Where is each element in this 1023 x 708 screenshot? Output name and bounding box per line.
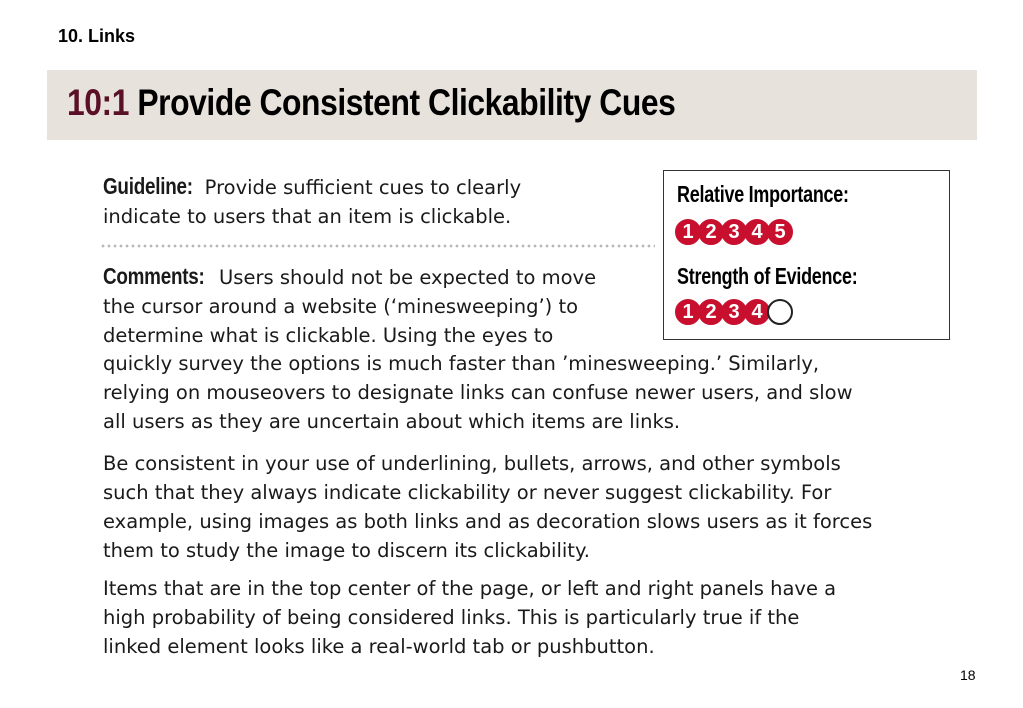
paragraph-line: high probability of being considered links. This is particularly true if the xyxy=(103,606,800,629)
guideline-text-line: Provide sufficient cues to clearly xyxy=(204,176,522,199)
paragraph-line: linked element looks like a real-world tab or pushbutton. xyxy=(103,635,655,658)
comments-text-line: relying on mouseovers to designate links can confuse newer users, and slow xyxy=(103,381,853,404)
paragraph-consistency xyxy=(103,449,973,565)
comments-label: Comments: xyxy=(103,263,205,289)
rating-circle-filled: 3 xyxy=(721,299,747,325)
comments-block xyxy=(103,262,663,350)
guideline-text-line: indicate to users that an item is clickable. xyxy=(103,205,512,228)
paragraph-line: them to study the image to discern its clickability. xyxy=(103,539,590,562)
guideline-title: Provide Consistent Clickability Cues xyxy=(137,82,676,123)
section-label: 10. Links xyxy=(58,26,136,46)
rating-circle-filled: 4 xyxy=(744,219,770,245)
guideline-label: Guideline: xyxy=(103,173,193,199)
comments-text-line: determine what is clickable. Using the eyes to xyxy=(103,324,554,347)
comments-continued xyxy=(103,349,973,436)
dotted-divider xyxy=(100,243,655,249)
comments-text-line: Users should not be expected to move xyxy=(219,266,597,289)
title-bar xyxy=(47,70,977,140)
rating-circle-empty xyxy=(767,299,793,325)
rating-box xyxy=(663,170,950,340)
paragraph-line: example, using images as both links and as decoration slows users as it forces xyxy=(103,510,873,533)
rating-circle-filled: 1 xyxy=(675,219,701,245)
rating-circle-filled: 1 xyxy=(675,299,701,325)
relative-importance-label: Relative Importance: xyxy=(677,181,849,207)
rating-circle-filled: 4 xyxy=(744,299,770,325)
paragraph-placement xyxy=(103,574,973,661)
page-number: 18 xyxy=(960,667,976,683)
page-title xyxy=(67,82,675,124)
paragraph-line: such that they always indicate clickability or never suggest clickability. For xyxy=(103,481,832,504)
rating-circle-filled: 2 xyxy=(698,219,724,245)
strength-of-evidence-label: Strength of Evidence: xyxy=(677,263,858,289)
rating-circle-filled: 2 xyxy=(698,299,724,325)
comments-text-line: all users as they are uncertain about which items are links. xyxy=(103,410,681,433)
rating-circle-filled: 3 xyxy=(721,219,747,245)
comments-text-line: quickly survey the options is much faster than ’minesweeping.’ Similarly, xyxy=(103,352,820,375)
comments-text-line: the cursor around a website (‘minesweeping’) to xyxy=(103,295,579,318)
guideline-number: 10:1 xyxy=(67,82,129,123)
rating-circle-filled: 5 xyxy=(767,219,793,245)
paragraph-line: Be consistent in your use of underlining, bullets, arrows, and other symbols xyxy=(103,452,841,475)
paragraph-line: Items that are in the top center of the page, or left and right panels have a xyxy=(103,577,837,600)
guideline-block xyxy=(103,172,648,231)
